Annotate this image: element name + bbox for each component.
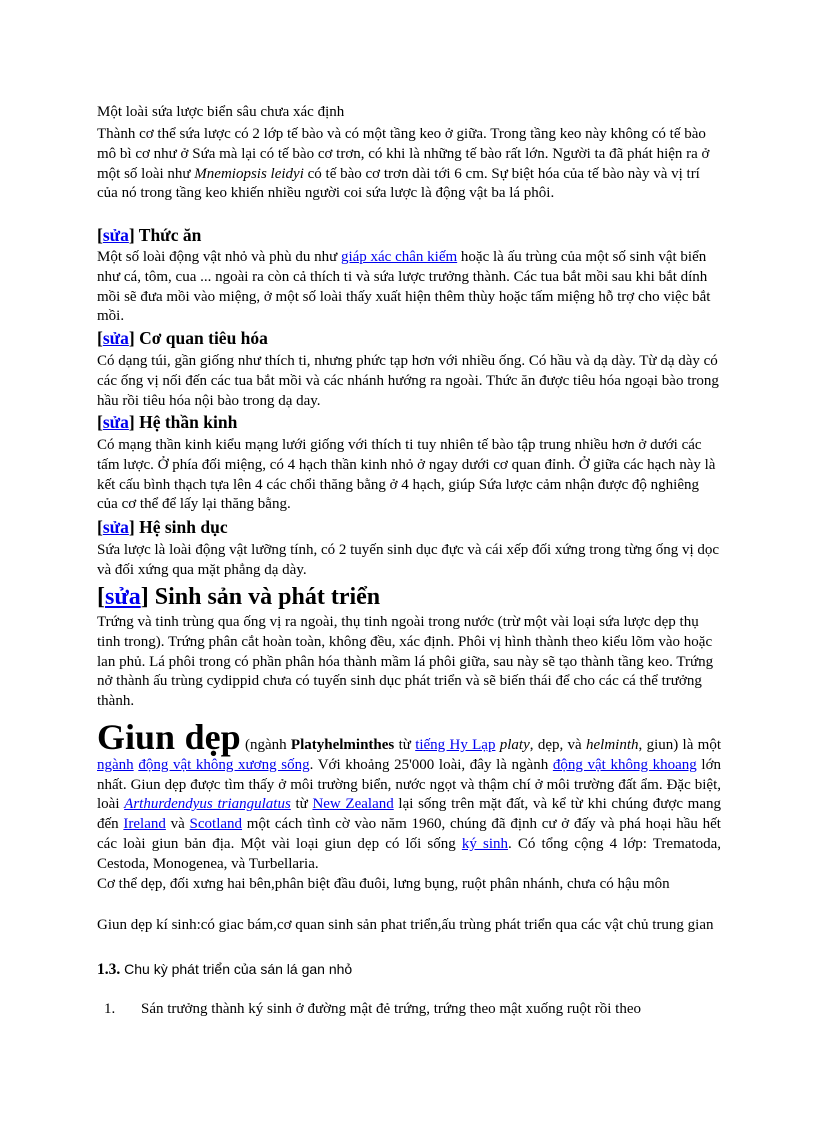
- paragraph-thuc-an: [97, 248, 721, 327]
- heading-sinh-duc: [sửa] Hệ sinh dục: [97, 517, 228, 537]
- text: hoặc là ấu trùng của một số sinh vật biển như cá, tôm, cua ... ngoài ra còn cả thích ti và sứa lược trưởng thành. Các tua bắt mồi sau khi bắt dính mồi sẽ đưa mồi vào miệng, ở một số loài thấy xuất hiện thêm thùy hoặc tấm miệng hỗ trợ cho việc bắt mồi.: [97, 249, 711, 325]
- paragraph-sinh-duc: Sứa lược là loài động vật lưỡng tính, có 2 tuyến sinh dục đực và cái xếp đối xứng trong từng ống vị dọc và đối xứng qua mặt phẳng dạ dày.: [97, 542, 720, 578]
- paragraph-tieu-hoa: Có dạng túi, gần giống như thích ti, nhưng phức tạp hơn với nhiều ống. Có hầu và dạ dày. Từ dạ dày có các ống vị nối đến các tua bắt mồi và các nhánh hướng ra ngoài. Thức ăn được tiêu hóa ngoại bào trong hầu rồi tiêu hóa nội bào trong dạ day.: [97, 353, 719, 409]
- heading-sinh-san: [sửa] Sinh sản và phát triển: [97, 584, 381, 610]
- section-1-3: [97, 960, 721, 980]
- edit-link[interactable]: sửa: [105, 584, 141, 610]
- text: từ: [290, 796, 313, 813]
- paragraph-sinh-san: Trứng và tinh trùng qua ống vị ra ngoài, thụ tinh ngoài trong nước (trừ một vài loại sứa lược dẹp thụ tinh trong). Trứng phân cắt hoàn toàn, không đều, xác định. Phôi vị hình thành theo kiểu lõm vào hoặc lan phủ. Lá phôi trong có phần phân hóa thành mầm lá phôi giữa, sau này sẽ tạo thành tầng keo. Trứng nở thành ấu trùng cydippid chưa có tuyến sinh dục phát triển và sẽ biến thái để cho các cá thể trưởng thành.: [97, 614, 714, 710]
- text: , giun) là một: [638, 737, 722, 753]
- heading-text: Sinh sản và phát triển: [154, 584, 381, 610]
- heading-text: Hệ sinh dục: [139, 517, 228, 537]
- link-dong-vat-khong-xuong-song[interactable]: động vật không xương sống: [138, 756, 310, 773]
- text: lại sống trên mặt đất, và kể từ khi chúng được mang đến: [97, 796, 721, 833]
- heading-text: Hệ thần kinh: [139, 412, 238, 432]
- paragraph-giun-dep: [97, 717, 722, 875]
- phylum-name: Platyhelminthes: [290, 737, 395, 753]
- link-text: Arthurdendyus triangulatus: [124, 796, 291, 813]
- heading-text: Thức ăn: [138, 225, 202, 245]
- text: Một số loài động vật nhỏ và phù du như: [97, 249, 341, 265]
- link-ireland[interactable]: Ireland: [123, 816, 166, 833]
- edit-link[interactable]: sửa: [102, 225, 129, 245]
- text: một cách tình cờ vào năm 1960, chúng đã định cư ở đấy và phá hoại hầu hết các loài giun bản địa. Một vài loại giun dẹp có lối sống: [97, 816, 721, 852]
- edit-link[interactable]: sửa: [102, 412, 129, 432]
- link-scotland[interactable]: Scotland: [189, 816, 243, 833]
- text: có tế bào cơ trơn dài tới 6 cm. Sự biệt hóa của tế bào này và vị trí của nó trong tầng keo khiến nhiều người coi sứa lược là động vật ba lá phôi.: [97, 165, 700, 202]
- text: Thành cơ thể sứa lược có 2 lớp tế bào và có một tầng keo ở giữa. Trong tầng keo này không có tế bào mô bì cơ như ở Sứa mà lại có tế bào cơ trơn, có khi là những tế bào rất lớn. Người ta đã phát hiện ra ở một số loài như: [97, 126, 710, 182]
- edit-link[interactable]: sửa: [102, 517, 129, 537]
- link-nganh[interactable]: ngành: [97, 756, 134, 773]
- link-dong-vat-khong-khoang[interactable]: động vật không khoang: [552, 756, 697, 773]
- link-arthurdendyus[interactable]: [124, 796, 291, 812]
- heading-thuc-an: [sửa] Thức ăn: [97, 225, 202, 245]
- paragraph-than-kinh: Có mạng thần kinh kiểu mạng lưới giống với thích ti tuy nhiên tế bào tập trung nhiều hơn ở dưới các tấm lược. Ở phía đối miệng, có 4 hạch thần kinh nhỏ ở ngay dưới cơ quan đỉnh. Ở giữa các hạch này là kết cấu bình thạch tựa lên 4 các chổi thăng bằng ở 4 hạch, giúp Sứa lược cảm nhận được độ nghiêng của cơ thể để lấy lại thăng bằng.: [97, 437, 716, 513]
- text: và: [165, 816, 190, 833]
- link-ky-sinh[interactable]: ký sinh: [461, 835, 509, 852]
- paragraph-body-wall: [97, 125, 721, 204]
- paragraph-ki-sinh: Giun dẹp kí sinh:có giac bám,cơ quan sinh sản phat triển,ấu trùng phát triển qua các vật chủ trung gian: [97, 917, 714, 933]
- text: lớn nhất. Giun dẹp được tìm thấy ở môi trường biển, nước ngọt và thậm chí ở môi trường đất ẩm. Đặc biệt, loài: [97, 756, 722, 813]
- link-giap-xac-chan-kiem[interactable]: giáp xác chân kiếm: [340, 249, 458, 265]
- link-new-zealand[interactable]: New Zealand: [312, 796, 394, 813]
- list-item-text: Sán trưởng thành ký sinh ở đường mật đẻ trứng, trứng theo mật xuống ruột rồi theo: [141, 1001, 642, 1017]
- text: , dẹp, và: [529, 737, 587, 753]
- list-item-number: 1.: [104, 1001, 116, 1017]
- heading-than-kinh: [sửa] Hệ thần kinh: [97, 412, 238, 432]
- text: . Có tổng cộng 4 lớp: Trematoda, Cestoda, Monogenea, và Turbellaria.: [97, 835, 721, 872]
- text: (ngành: [240, 737, 291, 753]
- image-caption: Một loài sứa lược biển sâu chưa xác định: [97, 104, 345, 120]
- text: từ: [394, 737, 416, 753]
- section-title: Chu kỳ phát triển của sán lá gan nhỏ: [120, 961, 353, 977]
- paragraph-co-the: Cơ thể dẹp, đối xưng hai bên,phân biệt đầu đuôi, lưng bụng, ruột phân nhánh, chưa có hậu môn: [97, 876, 670, 892]
- link-tieng-hy-lap[interactable]: tiếng Hy Lạp: [415, 737, 496, 753]
- edit-link[interactable]: sửa: [102, 328, 129, 348]
- species-name: Mnemiopsis leidyi: [194, 165, 304, 182]
- title-giun-dep: Giun dẹp: [97, 717, 241, 757]
- section-number: 1.3.: [97, 961, 121, 978]
- text: . Với khoảng 25'000 loài, đây là ngành: [309, 756, 553, 773]
- heading-text: Cơ quan tiêu hóa: [139, 328, 268, 348]
- term-helminth: helminth: [586, 737, 639, 753]
- term-platy: platy: [499, 737, 530, 753]
- heading-tieu-hoa: [sửa] Cơ quan tiêu hóa: [97, 328, 268, 348]
